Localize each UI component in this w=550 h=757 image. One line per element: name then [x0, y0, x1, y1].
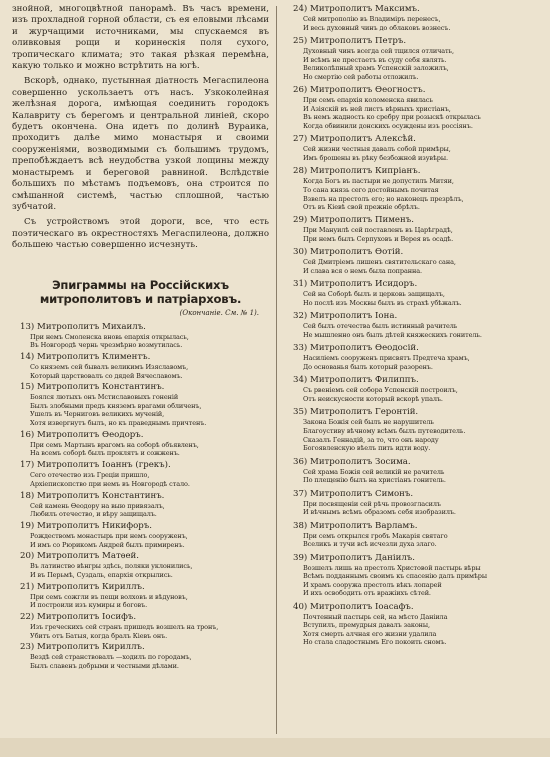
epigram-heading: 32) Митрополитъ Іона. — [293, 311, 398, 322]
epigram-verse-line: И ихъ освободить отъ вражіихъ сѣтей. — [303, 589, 431, 598]
epigram-verse-line: Имъ брошены въ рѣку безбожной изувѣры. — [303, 153, 448, 162]
epigram-verse-line: Великолѣпный храмъ Успенскій заложилъ, — [303, 64, 449, 73]
epigram-heading: 34) Митрополитъ Филиппъ. — [293, 375, 419, 386]
epigram-verse-line: И всѣмъ не престаетъ въ суду себя являть. — [303, 55, 447, 64]
epigram-verse-line: И вѣчнымъ всѣмъ образомъ себя изобразилъ. — [303, 508, 456, 517]
epigram-verse-line: Архіепископство при немъ въ Новгородѣ стало. — [30, 479, 190, 488]
epigram-verse-line: При немъ былъ Серпуховъ и Верея въ осадѣ. — [303, 235, 454, 244]
epigram-heading: 29) Митрополитъ Пименъ. — [293, 215, 414, 226]
epigram-heading: 31) Митрополитъ Исидоръ. — [293, 279, 418, 290]
epigram-verse-line: Сей Дмитріемъ лишенъ святительскаго сана, — [303, 258, 456, 267]
epigram-entry — [285, 36, 540, 81]
epigram-verse-line: При посвященіи сей рѣчь провозгласилъ — [303, 499, 441, 508]
right-column — [285, 4, 540, 651]
epigram-verse-line: И въ Перьмѣ, Суздаль, епархія открылись. — [30, 570, 173, 579]
epigram-verse-line: Сказалъ Геннадій, за то, что онъ народу — [303, 435, 439, 444]
epigram-verse-line: Насиліемъ сооруженъ присвятъ Предтеча храмъ, — [303, 354, 470, 363]
epigram-verse-line: Въ латинство вѣнгры здѣсь, поляки уклонились, — [30, 562, 193, 571]
epigram-entry — [12, 582, 269, 610]
epigram-verse-line: При семъ Мартынъ врагомъ на соборѣ объявленъ, — [30, 440, 199, 449]
epigram-entry — [12, 491, 269, 519]
epigram-heading: 35) Митрополитъ Геронтій. — [293, 407, 419, 418]
epigram-heading: 20) Митрополитъ Матѳей. — [20, 551, 139, 562]
epigram-verse-line: Сего отечество изъ Греціи пришло, — [30, 471, 150, 480]
epigram-verse-line: Всѣмъ подданнымъ своимъ къ спасенію далъ примѣры — [303, 572, 487, 581]
epigram-verse-line: И Азіяскій въ ней листъ вѣрныхъ христіанъ, — [303, 104, 451, 113]
epigram-verse-line: При семъ епархія коломенска явилась — [303, 96, 433, 105]
epigram-heading: 25) Митрополитъ Петръ. — [293, 35, 407, 46]
epigram-verse-line: Закона Божія сей былъ не нарушитель — [303, 418, 434, 427]
epigram-heading: 18) Митрополитъ Константинъ. — [20, 490, 165, 501]
epigram-verse-line: Сей камень Ѳеодору на выю привязалъ, — [30, 501, 165, 510]
epigram-verse-line: Богоявленскую вѣелъ пить идти воду. — [303, 444, 431, 453]
epigram-heading: 22) Митрополитъ Іосифъ. — [20, 612, 137, 623]
epigram-verse-line: Когда обвинили донскихъ осуждены изъ россіянъ. — [303, 121, 473, 130]
epigram-entry — [12, 521, 269, 549]
epigram-verse-line: Боялся лютыхъ онъ Мстиславовыхъ гоненій — [30, 393, 179, 402]
epigram-verse-line: И слава вся о немъ была попранна. — [303, 267, 422, 276]
epigram-verse-line: Вселикъ и тучи всѣ исчезли духа злаго. — [303, 540, 437, 549]
epigram-entry — [285, 279, 540, 307]
epigram-verse-line: Не мышленно онъ былъ дѣтей княжескихъ гонитель. — [303, 331, 482, 340]
epigram-verse-line: Который царствовалъ со дядей Вячеславомъ. — [30, 371, 183, 380]
paragraph: Съ устройствомъ этой дороги, все, что есть поэтическаго въ окрестностяхъ Мегаспилеона, должно большею частью совершенно исчезнуть. — [12, 217, 269, 251]
epigram-verse-line: Отъ въ Кіевѣ свой прежніе обрѣлъ. — [303, 203, 420, 212]
column-divider — [276, 6, 277, 734]
section-title: Эпиграммы на Россійскихъ митрополитовъ и патріарховъ. — [39, 277, 242, 306]
epigram-entry — [12, 322, 269, 350]
epigram-heading: 21) Митрополитъ Кириллъ. — [20, 581, 145, 592]
epigram-verse-line: Хотя извергнутъ былъ, но къ праведнымъ причтенъ. — [30, 419, 207, 428]
epigram-entry — [285, 215, 540, 243]
epigram-verse-line: До основанья былъ который разоренъ. — [303, 363, 433, 372]
epigram-verse-line: Благоустиву вѣчному всѣмъ былъ путеводитель. — [303, 426, 466, 435]
paragraph: знойной, многоцвѣтной панорамѣ. Въ часъ времени, изъ прохладной горной области, съ ея еловыми лѣсами и журчащими источниками, мы спускаемся въ оливковыя рощи и коринѳскія поля сухого, тропическаго климата; это такая рѣзкая перемѣна, какую только и можно встрѣтить на югѣ. — [12, 4, 269, 72]
epigram-verse-line: Взвелъ на престолъ его; но наконецъ презрѣлъ, — [303, 194, 464, 203]
epigram-entry — [12, 352, 269, 380]
epigram-verse-line: Ушелъ въ Черниговъ великихъ мученій, — [30, 410, 165, 419]
epigram-entry — [285, 134, 540, 162]
epigram-list-left — [12, 322, 269, 671]
epigram-verse-line: Вступилъ, премудрыя давалъ законы, — [303, 621, 430, 630]
epigram-entry — [12, 642, 269, 670]
epigram-entry — [12, 460, 269, 488]
epigram-entry — [285, 85, 540, 130]
epigram-verse-line: Хотя смерть алчная его жизни удалила — [303, 629, 437, 638]
epigram-entry — [12, 551, 269, 579]
epigram-heading: 13) Митрополитъ Михаилъ. — [20, 321, 146, 332]
epigram-entry — [285, 489, 540, 517]
epigram-verse-line: Былъ злобными предъ княземъ врагами обличенъ, — [30, 401, 202, 410]
epigram-entry — [285, 602, 540, 647]
epigram-heading: 17) Митрополитъ Іоаннъ (грекъ). — [20, 460, 171, 471]
epigram-heading: 39) Митрополитъ Даніилъ. — [293, 552, 415, 563]
epigram-entry — [285, 343, 540, 371]
epigram-verse-line: Отъ неискусности который вскорѣ упалъ. — [303, 395, 443, 403]
epigram-verse-line: И построили изъ кумиры и боговъ. — [30, 601, 148, 610]
epigram-verse-line: Сей былъ отечества былъ истинный рачитель — [303, 322, 458, 331]
epigram-verse-line: Но послѣ изъ Москвы былъ въ страхѣ убѣжалъ. — [303, 299, 462, 308]
epigram-heading: 15) Митрополитъ Константинъ. — [20, 382, 165, 393]
epigram-heading: 28) Митрополитъ Кипріанъ. — [293, 166, 421, 177]
section-subtitle: (Окончаніе. См. № 1). — [179, 308, 259, 317]
epigram-heading: 40) Митрополитъ Іоасафъ. — [293, 601, 414, 612]
epigram-heading: 27) Митрополитъ Алексѣй. — [293, 134, 416, 145]
epigram-heading: 37) Митрополитъ Симонъ. — [293, 488, 414, 499]
epigram-heading: 36) Митрополитъ Зосима. — [293, 456, 411, 467]
epigram-verse-line: При немъ Смоленска вновь епархія открылась, — [30, 332, 189, 341]
epigram-list-right — [285, 4, 540, 647]
epigram-entry — [285, 407, 540, 452]
epigram-entry — [285, 247, 540, 275]
epigram-verse-line: Но смертію сей работы отложилъ. — [303, 72, 419, 81]
epigram-verse-line: При семъ сожгли въ пещи волховъ и вѣдуновъ, — [30, 592, 188, 601]
epigram-verse-line: По плещенію былъ на христіанъ гонитель. — [303, 476, 446, 485]
epigram-entry — [12, 430, 269, 458]
epigram-verse-line: Въ немъ жадность ко сребру при розыскѣ открылась — [303, 113, 481, 122]
epigram-entry — [285, 4, 540, 32]
epigram-heading: 38) Митрополитъ Варламъ. — [293, 520, 418, 531]
epigram-entry — [285, 311, 540, 339]
epigram-verse-line: То сана князь сего достойнымъ почитая — [303, 185, 439, 194]
epigram-verse-line: Съ рвеніемъ сей собора Успенскій построилъ, — [303, 386, 458, 395]
epigram-verse-line: На всемъ соборѣ былъ проклятъ и сожженъ. — [30, 449, 180, 458]
epigram-verse-line: Изъ греческихъ сей странъ пришедъ возшелъ на тронъ, — [30, 623, 219, 632]
epigram-entry — [285, 553, 540, 598]
epigram-verse-line: И имъ со Рюрикомъ Андрей былъ примиренъ. — [30, 540, 185, 549]
epigram-heading: 14) Митрополитъ Климентъ. — [20, 351, 151, 362]
epigram-verse-line: Былъ славенъ добрыми и честными дѣлами. — [30, 662, 179, 671]
epigram-entry — [285, 457, 540, 485]
epigram-verse-line: Въ Новгородѣ чернь чрезмѣрно возмутилась. — [30, 341, 183, 350]
epigram-heading: 16) Митрополитъ Ѳеодоръ. — [20, 429, 144, 440]
paragraph: Вскорѣ, однако, пустынная діатность Мегаспилеона совершенно ускользаетъ отъ насъ. Узкоколейная желѣзная дорога, имѣющая соединить городокъ Калавриту съ берегомъ и центральной линіей, скоро будетъ окончена. Она идетъ по долинѣ Вураика, проходитъ далѣе мимо монастыря и своими сооруженіями, возводимыми съ большимъ трудомъ, препобѣждаетъ всѣ неудобства узкой лощины между монастыремъ и береговой равниной. Вслѣдствіе большихъ по мѣстамъ подъемовъ, она строится по смѣшанной системѣ, частью сплошной, частью зубчатой. — [12, 76, 269, 212]
epigram-verse-line: При семъ открылся гробъ Макарія святаго — [303, 531, 448, 540]
epigram-heading: 33) Митрополитъ Ѳеодосій. — [293, 343, 419, 354]
epigram-entry — [285, 521, 540, 549]
epigram-entry — [285, 375, 540, 403]
epigram-verse-line: И храмъ сооружа престолъ вѣкъ лопарей — [303, 580, 442, 589]
epigram-verse-line: Сей храма Божія сей великій не рачитель — [303, 467, 445, 476]
epigram-verse-line: Возшелъ лишь на престолъ Христовой пастырь вѣры — [303, 563, 481, 572]
epigram-heading: 26) Митрополитъ Ѳеогностъ. — [293, 85, 426, 96]
epigram-verse-line: При Мануилѣ сей поставленъ въ Царѣградѣ, — [303, 226, 453, 235]
epigram-heading: 19) Митрополитъ Никифоръ. — [20, 520, 152, 531]
epigram-verse-line: Рождествомъ монастырь при немъ сооруженъ, — [30, 531, 188, 540]
epigram-verse-line: Почтенный пастырь сей, на мѣсто Даніила — [303, 612, 448, 621]
epigram-heading: 30) Митрополитъ Ѳотій. — [293, 247, 404, 258]
page-margin — [0, 738, 550, 757]
left-column — [12, 4, 269, 673]
epigram-heading: 23) Митрополитъ Кириллъ. — [20, 642, 145, 653]
epigram-verse-line: И весь духовный чинъ до облаковъ вознесъ. — [303, 23, 451, 32]
epigram-verse-line: Духовный чинъ всегда сей тщился отличать, — [303, 46, 454, 55]
epigram-verse-line: Сей жизни честныя давалъ собой примѣры, — [303, 145, 451, 154]
epigram-verse-line: Сей митрополію въ Владиміръ перенесъ, — [303, 15, 441, 23]
epigram-entry — [12, 612, 269, 640]
epigram-verse-line: Но стала сладостнымъ Его покоить сномъ. — [303, 638, 447, 647]
epigram-verse-line: Со княземъ сей бывалъ великимъ Изяславомъ, — [30, 362, 189, 371]
epigram-verse-line: Когда Богъ въ пастыри не допустилъ Митяи, — [303, 177, 454, 186]
epigram-verse-line: Сей на Соборѣ былъ и церковь защищалъ, — [303, 290, 445, 299]
epigram-verse-line: Убитъ отъ Батыя, когда бралъ Кіевъ онъ. — [30, 631, 168, 640]
epigram-entry — [12, 382, 269, 427]
epigram-entry — [285, 166, 540, 211]
epigram-verse-line: Вездѣ сей странствовалъ —ходилъ по городамъ, — [30, 653, 192, 662]
article-text — [12, 4, 269, 252]
epigram-heading: 24) Митрополитъ Максимъ. — [293, 4, 420, 14]
epigram-verse-line: Любилъ отечество, и вѣру защищалъ. — [30, 510, 157, 519]
